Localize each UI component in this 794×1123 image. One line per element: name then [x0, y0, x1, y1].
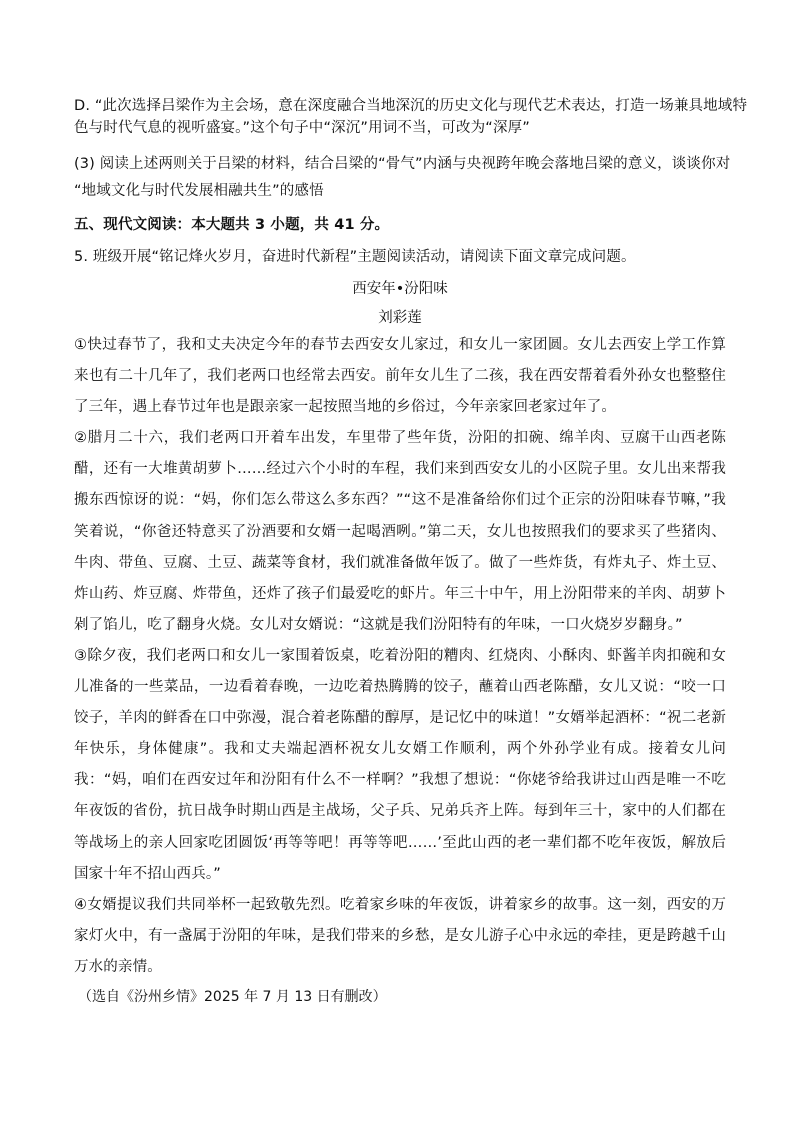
article-paragraph-1: ①快过春节了，我和丈夫决定今年的春节去西安女儿家过，和女儿一家团圆。女儿去西安上学工作算来也有二十几年了，我们老两口也经常去西安。前年女儿生了二孩，我在西安帮着看外孙女也整整住了三年，遇上春节过年也是跟亲家一起按照当地的乡俗过，今年亲家回老家过年了。	[74, 337, 726, 416]
document-page	[74, 96, 748, 1008]
question-5-intro: 5. 班级开展“铭记烽火岁月，奋进时代新程”主题阅读活动，请阅读下面文章完成问题。	[74, 248, 636, 265]
article-paragraph-4: ④女婿提议我们共同举杯一起致敬先烈。吃着家乡味的年夜饭，讲着家乡的故事。这一刻，西安的万家灯火中，有一盏属于汾阳的年味，是我们带来的乡愁，是女儿游子心中永远的牵挂，更是跨越千山万水的亲情。	[74, 896, 726, 975]
article-title: 西安年•汾阳味	[352, 280, 448, 297]
article-paragraph-3: ③除夕夜，我们老两口和女儿一家围着饭桌，吃着汾阳的糟肉、红烧肉、小酥肉、虾酱羊肉扣碗和女儿准备的一些菜品，一边看着春晚，一边吃着热腾腾的饺子，蘸着山西老陈醋，女儿又说：“咬一口饺子，羊肉的鲜香在口中弥漫，混合着老陈醋的醇厚，是记忆中的味道！”女婿举起酒杯：“祝二老新年快乐，身体健康”。我和丈夫端起酒杯祝女儿女婿工作顺利，两个外孙学业有成。接着女儿问我：“妈，咱们在西安过年和汾阳有什么不一样啊？”我想了想说：“你姥爷给我讲过山西是唯一不吃年夜饭的省份，抗日战争时期山西是主战场，父子兵、兄弟兵齐上阵。每到年三十，家中的人们都在等战场上的亲人回家吃团圆饭‘再等等吧！再等等吧……’至此山西的老一辈们都不吃年夜饭，解放后国家十年不招山西兵。”	[74, 647, 726, 882]
article-author: 刘彩莲	[378, 310, 422, 327]
option-d-line-1: D. “此次选择吕梁作为主会场，意在深度融合当地深沉的历史文化与现代艺术表达，打造一场兼具地域特	[74, 98, 748, 114]
option-d	[74, 96, 748, 140]
article-source: （选自《汾州乡情》2025 年 7 月 13 日有删改）	[78, 988, 387, 1005]
section-heading: 五、现代文阅读：本大题共 3 小题，共 41 分。	[74, 217, 390, 233]
question-3-line-1: (3) 阅读上述两则关于吕梁的材料，结合吕梁的“骨气”内涵与央视跨年晚会落地吕梁的意义，谈谈你对	[74, 155, 731, 172]
article-paragraph-2: ②腊月二十六，我们老两口开着车出发，车里带了些年货，汾阳的扣碗、绵羊肉、豆腐干山西老陈醋，还有一大堆黄胡萝卜……经过六个小时的车程，我们来到西安女儿的小区院子里。女儿出来帮我搬东西惊讶的说：“妈，你们怎么带这么多东西？”“这不是准备给你们过个正宗的汾阳味春节嘛，”我笑着说，“你爸还特意买了汾酒要和女婿一起喝酒咧。”第二天，女儿也按照我们的要求买了些猪肉、牛肉、带鱼、豆腐、土豆、蔬菜等食材，我们就准备做年饭了。做了一些炸货，有炸丸子、炸土豆、炸山药、炸豆腐、炸带鱼，还炸了孩子们最爱吃的虾片。年三十中午，用上汾阳带来的羊肉、胡萝卜剁了馅儿，吃了翻身火烧。女儿对女婿说：“这就是我们汾阳特有的年味，一口火烧岁岁翻身。”	[74, 430, 726, 633]
question-3-line-2: “地域文化与时代发展相融共生”的感悟	[74, 183, 324, 200]
question-3	[74, 154, 731, 204]
article-body	[74, 330, 726, 983]
option-d-line-2: 色与时代气息的视听盛宴。”这个句子中“深沉”用词不当，可改为“深厚”	[74, 119, 530, 136]
